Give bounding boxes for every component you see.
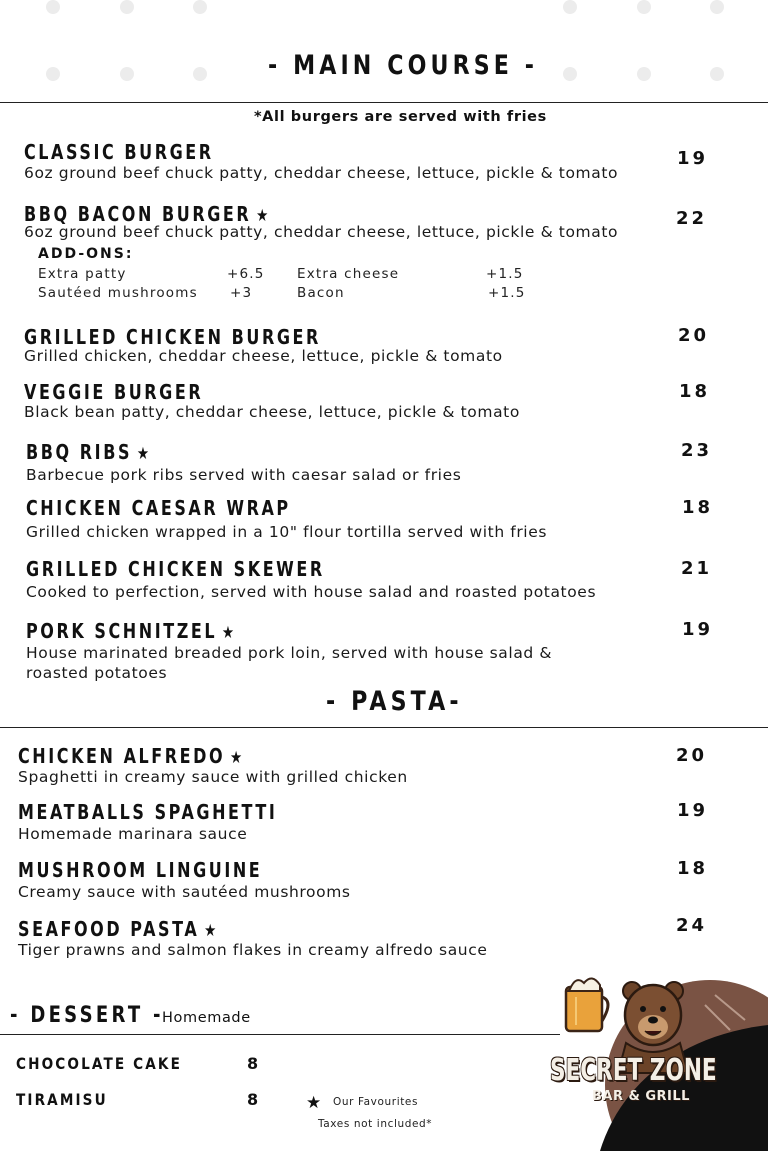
addons-title: ADD-ONS:: [38, 246, 134, 262]
menu-item-name: SEAFOOD PASTA ★: [18, 917, 217, 941]
addon-price: +6.5: [227, 266, 265, 282]
menu-item-name: GRILLED CHICKEN SKEWER: [26, 557, 325, 581]
menu-item-name: BBQ RIBS ★: [26, 440, 150, 464]
menu-item-desc: Black bean patty, cheddar cheese, lettuce, pickle & tomato: [24, 403, 520, 421]
menu-item-desc: Cooked to perfection, served with house salad and roasted potatoes: [26, 583, 597, 601]
section-divider: [0, 727, 768, 728]
dessert-item-name: CHOCOLATE CAKE: [16, 1054, 182, 1073]
menu-item-desc: Creamy sauce with sautéed mushrooms: [18, 883, 351, 901]
menu-item-price: 20: [676, 745, 708, 766]
menu-item-name: CLASSIC BURGER: [24, 140, 214, 164]
menu-item-desc: Spaghetti in creamy sauce with grilled chicken: [18, 768, 408, 786]
favourite-star-icon: ★: [256, 206, 269, 226]
menu-item-price: 21: [681, 558, 713, 579]
favourite-star-icon: ★: [306, 1093, 322, 1113]
dessert-item-name: TIRAMISU: [16, 1090, 108, 1109]
legend-label: Our Favourites: [333, 1096, 419, 1108]
logo-subtitle: BAR & GRILL: [592, 1089, 690, 1104]
menu-item-desc: Grilled chicken, cheddar cheese, lettuce, pickle & tomato: [24, 347, 503, 365]
menu-item-desc: Homemade marinara sauce: [18, 825, 248, 843]
addon-price: +3: [230, 285, 253, 301]
dessert-item-price: 8: [247, 1054, 262, 1073]
addon-name: Extra patty: [38, 266, 127, 282]
dessert-title: - DESSERT -: [10, 1003, 164, 1028]
favourite-star-icon: ★: [204, 921, 217, 941]
addon-price: +1.5: [488, 285, 526, 301]
addon-name: Extra cheese: [297, 266, 400, 282]
menu-item-desc: 6oz ground beef chuck patty, cheddar cheese, lettuce, pickle & tomato: [24, 164, 619, 182]
menu-item-name: PORK SCHNITZEL ★: [26, 619, 235, 643]
menu-item-price: 19: [677, 800, 709, 821]
favourite-star-icon: ★: [221, 623, 235, 643]
menu-item-name: MUSHROOM LINGUINE: [18, 858, 263, 882]
menu-item-desc-continued: roasted potatoes: [26, 664, 168, 682]
menu-item-price: 19: [682, 619, 714, 640]
favourite-star-icon: ★: [229, 748, 243, 768]
menu-item-name: GRILLED CHICKEN BURGER: [24, 325, 321, 349]
menu-item-desc: House marinated breaded pork loin, served with house salad &: [26, 644, 553, 662]
secret-zone-logo: [548, 965, 728, 1115]
menu-item-price: 18: [679, 381, 711, 402]
main-course-title: - MAIN COURSE -: [268, 50, 539, 81]
taxes-note: Taxes not included*: [318, 1118, 433, 1130]
section-divider: [0, 1034, 560, 1035]
menu-item-name: BBQ BACON BURGER ★: [24, 202, 269, 226]
menu-item-price: 19: [677, 148, 709, 169]
logo-title: SECRET ZONE: [550, 1053, 717, 1088]
menu-item-price: 24: [676, 915, 708, 936]
menu-item-name: CHICKEN CAESAR WRAP: [26, 496, 291, 520]
menu-item-desc: Grilled chicken wrapped in a 10" flour tortilla served with fries: [26, 523, 548, 541]
section-divider: [0, 102, 768, 103]
addon-name: Bacon: [297, 285, 345, 301]
menu-item-name: MEATBALLS SPAGHETTI: [18, 800, 278, 824]
menu-item-price: 18: [682, 497, 714, 518]
menu-item-desc: Tiger prawns and salmon flakes in creamy alfredo sauce: [18, 941, 488, 959]
dessert-item-price: 8: [247, 1090, 262, 1109]
dessert-subtitle: Homemade: [162, 1010, 251, 1026]
pasta-title: - PASTA-: [326, 686, 463, 717]
menu-item-price: 20: [678, 325, 710, 346]
menu-item-name: CHICKEN ALFREDO ★: [18, 744, 243, 768]
burger-note: *All burgers are served with fries: [254, 109, 547, 125]
menu-item-name: VEGGIE BURGER: [24, 380, 204, 404]
menu-item-price: 22: [676, 208, 708, 229]
addon-price: +1.5: [486, 266, 524, 282]
menu-item-price: 23: [681, 440, 713, 461]
menu-item-desc: Barbecue pork ribs served with caesar salad or fries: [26, 466, 462, 484]
favourite-star-icon: ★: [136, 444, 150, 464]
addon-name: Sautéed mushrooms: [38, 285, 198, 301]
menu-item-desc: 6oz ground beef chuck patty, cheddar cheese, lettuce, pickle & tomato: [24, 223, 619, 241]
menu-item-price: 18: [677, 858, 709, 879]
